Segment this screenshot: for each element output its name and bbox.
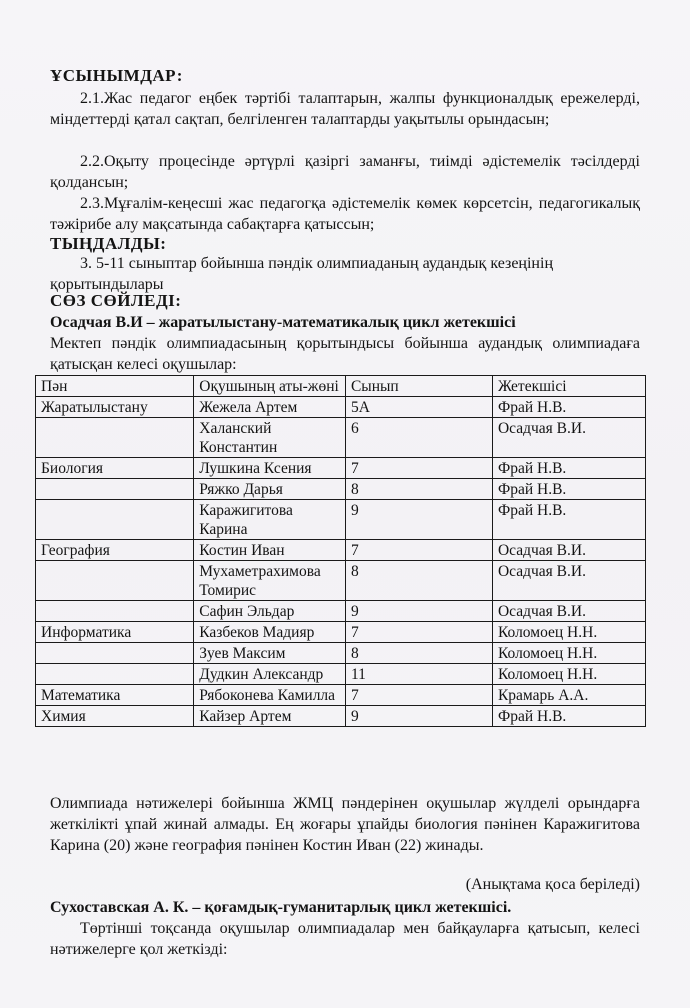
table-row <box>36 706 646 727</box>
teacher-cell: Крамарь А.А. <box>492 685 645 706</box>
grade-cell: 8 <box>345 643 492 664</box>
table-row <box>36 622 646 643</box>
recommendation-2-3: 2.3.Мұғалім-кеңесші жас педагогқа әдістемелік көмек көрсетсін, педагогикалық тәжірибе алу мақсатында сабақтарға қатыссын; <box>50 195 640 233</box>
teacher-cell: Осадчая В.И. <box>492 561 645 601</box>
table-row <box>36 397 646 418</box>
speaker-1-title: Осадчая В.И – жаратылыстану-математикалық цикл жетекшісі <box>50 314 516 331</box>
spoke-heading: СӨЗ СӨЙЛЕДІ: <box>50 291 182 310</box>
subject-cell <box>36 601 194 622</box>
olympiad-results-table <box>35 375 646 727</box>
grade-cell: 9 <box>345 500 492 540</box>
table-row <box>36 418 646 458</box>
student-cell: Каражигитова Карина <box>194 500 346 540</box>
teacher-cell: Фрай Н.В. <box>492 479 645 500</box>
student-cell: Жежела Артем <box>194 397 346 418</box>
grade-cell: 5А <box>345 397 492 418</box>
subject-cell: Биология <box>36 458 194 479</box>
student-cell: Костин Иван <box>194 540 346 561</box>
grade-cell: 7 <box>345 685 492 706</box>
subject-cell: Информатика <box>36 622 194 643</box>
student-cell: Кайзер Артем <box>194 706 346 727</box>
table-row <box>36 479 646 500</box>
subject-cell <box>36 643 194 664</box>
student-cell: Сафин Эльдар <box>194 601 346 622</box>
grade-cell: 8 <box>345 561 492 601</box>
grade-cell: 8 <box>345 479 492 500</box>
subject-cell: Химия <box>36 706 194 727</box>
recommendation-2-1: 2.1.Жас педагог еңбек тәртібі талаптарын, жалпы функционалдық ережелерді, міндеттерді қатал сақтап, белгіленген талаптарды уақытылы орындасын; <box>50 90 640 128</box>
recommendations-heading: ҰСЫНЫМДАР: <box>50 66 183 85</box>
teacher-cell: Коломоец Н.Н. <box>492 643 645 664</box>
listened-item: 3. 5-11 сыныптар бойынша пәндік олимпиаданың аудандық кезеңінің қорытындылары <box>50 255 553 293</box>
table-row <box>36 561 646 601</box>
teacher-cell: Фрай Н.В. <box>492 500 645 540</box>
subject-cell <box>36 561 194 601</box>
student-cell: Дудкин Александр <box>194 664 346 685</box>
student-cell: Мухаметрахимова Томирис <box>194 561 346 601</box>
subject-cell: Математика <box>36 685 194 706</box>
teacher-cell: Коломоец Н.Н. <box>492 664 645 685</box>
table-row <box>36 500 646 540</box>
header-student: Оқушының аты-жөні <box>194 376 346 397</box>
header-grade: Сынып <box>345 376 492 397</box>
teacher-cell: Коломоец Н.Н. <box>492 622 645 643</box>
header-subject: Пән <box>36 376 194 397</box>
speaker-1-intro: Мектеп пәндік олимпиадасының қорытындысы бойынша аудандық олимпиадаға қатысқан келесі оқушылар: <box>50 335 640 373</box>
grade-cell: 6 <box>345 418 492 458</box>
grade-cell: 7 <box>345 622 492 643</box>
subject-cell <box>36 664 194 685</box>
recommendation-2-2: 2.2.Оқыту процесінде әртүрлі қазіргі заманғы, тиімді әдістемелік тәсілдерді қолдансын; <box>50 153 640 191</box>
subject-cell <box>36 500 194 540</box>
table-row <box>36 685 646 706</box>
teacher-cell: Фрай Н.В. <box>492 706 645 727</box>
teacher-cell: Осадчая В.И. <box>492 418 645 458</box>
subject-cell: Жаратылыстану <box>36 397 194 418</box>
grade-cell: 9 <box>345 706 492 727</box>
table-row <box>36 601 646 622</box>
teacher-cell: Фрай Н.В. <box>492 397 645 418</box>
teacher-cell: Осадчая В.И. <box>492 601 645 622</box>
grade-cell: 9 <box>345 601 492 622</box>
attachment-note: (Анықтама қоса беріледі) <box>465 876 640 893</box>
listened-heading: ТЫҢДАЛДЫ: <box>50 234 167 253</box>
student-cell: Халанский Константин <box>194 418 346 458</box>
student-cell: Казбеков Мадияр <box>194 622 346 643</box>
subject-cell: География <box>36 540 194 561</box>
header-teacher: Жетекшісі <box>492 376 645 397</box>
subject-cell <box>36 418 194 458</box>
grade-cell: 11 <box>345 664 492 685</box>
teacher-cell: Фрай Н.В. <box>492 458 645 479</box>
results-paragraph: Олимпиада нәтижелері бойынша ЖМЦ пәндерінен оқушылар жүлделі орындарға жеткілікті ұпай жинай алмады. Ең жоғары ұпайды биология пәнінен Каражигитова Карина (20) және география пәнінен Костин Иван (22) жинады. <box>50 795 640 854</box>
speaker-2-intro: Төртінші тоқсанда оқушылар олимпиадалар мен байқауларға қатысып, келесі нәтижелерге қол жеткізді: <box>50 920 640 958</box>
teacher-cell: Осадчая В.И. <box>492 540 645 561</box>
student-cell: Лушкина Ксения <box>194 458 346 479</box>
table-row <box>36 664 646 685</box>
table-row <box>36 540 646 561</box>
student-cell: Зуев Максим <box>194 643 346 664</box>
grade-cell: 7 <box>345 458 492 479</box>
subject-cell <box>36 479 194 500</box>
student-cell: Ряжко Дарья <box>194 479 346 500</box>
table-header-row <box>36 376 646 397</box>
table-row <box>36 643 646 664</box>
speaker-2-title: Сухоставская А. К. – қоғамдық-гуманитарлық цикл жетекшісі. <box>50 899 512 916</box>
student-cell: Рябоконева Камилла <box>194 685 346 706</box>
table-row <box>36 458 646 479</box>
grade-cell: 7 <box>345 540 492 561</box>
